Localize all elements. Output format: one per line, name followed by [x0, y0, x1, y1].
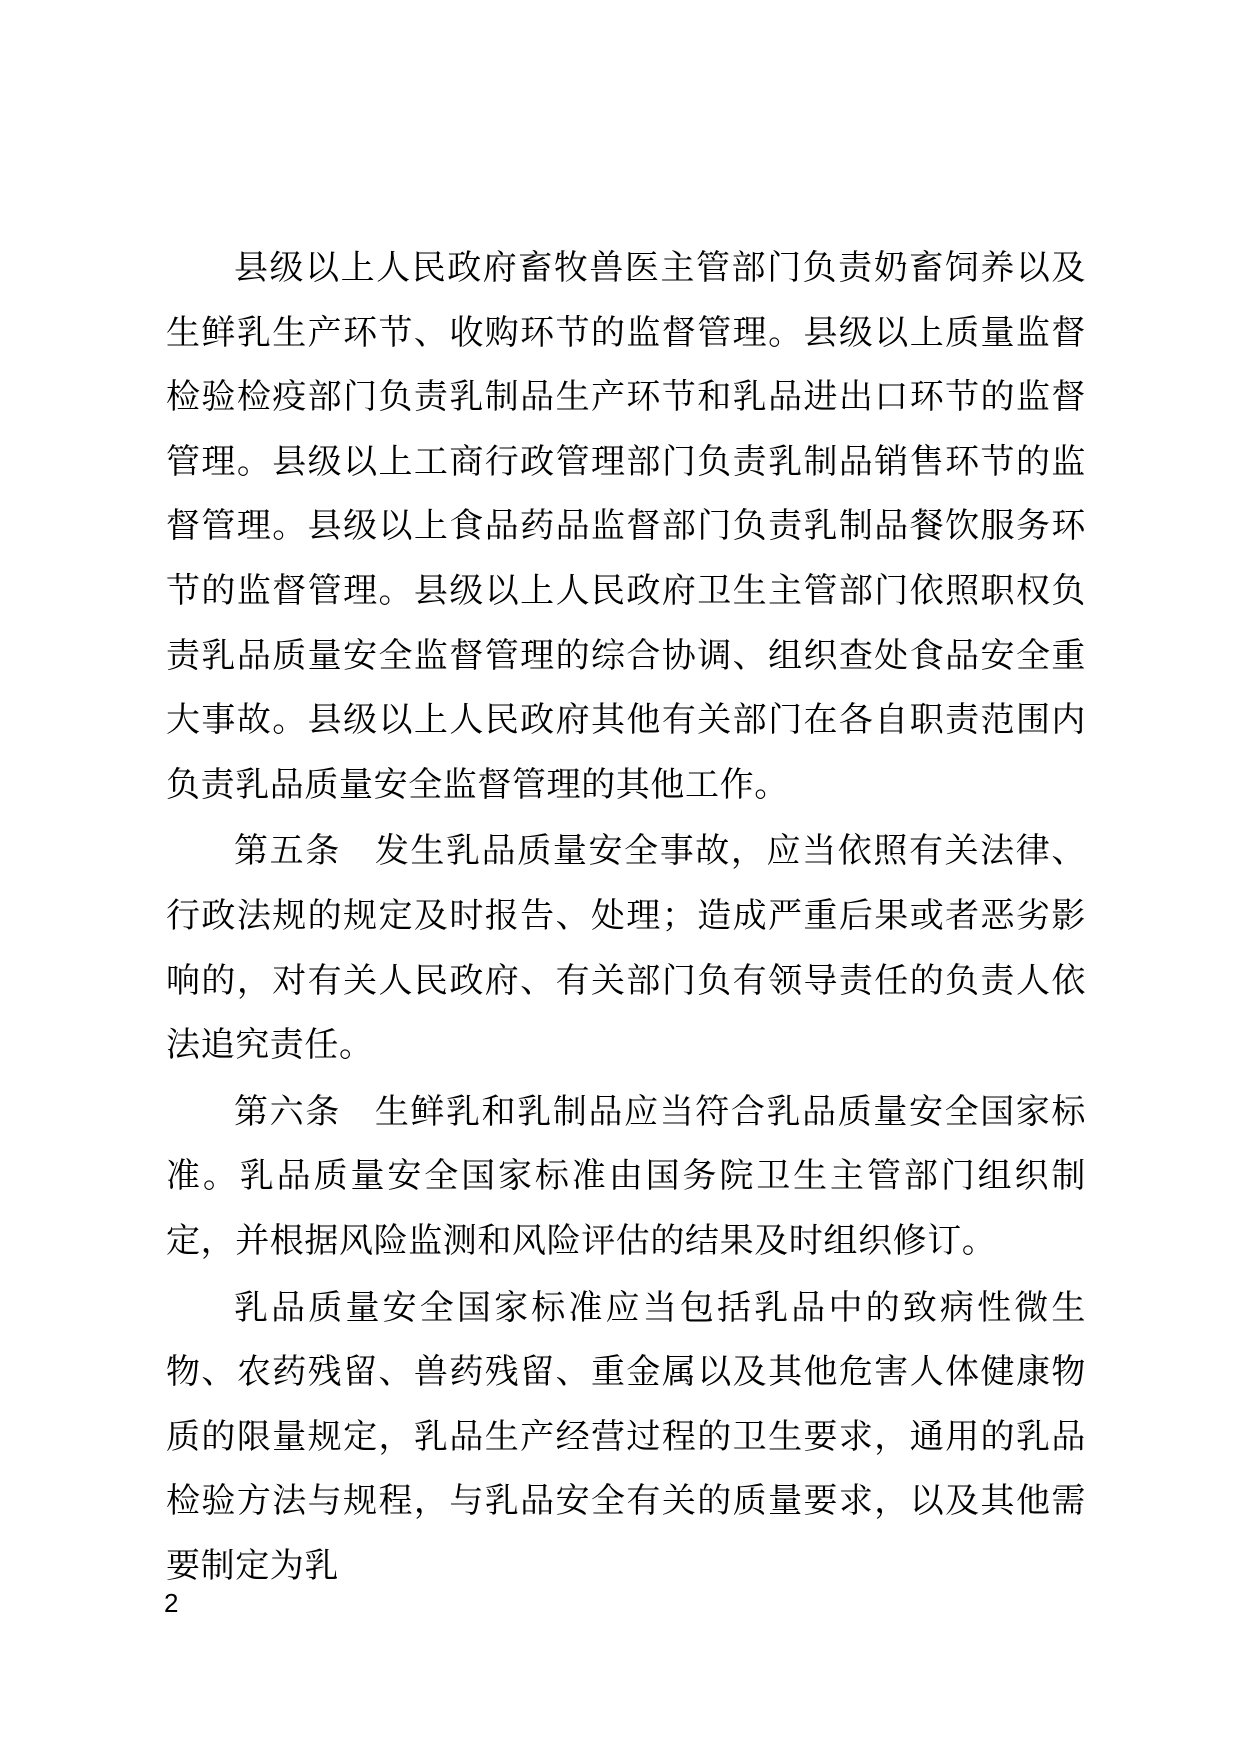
- paragraph-text: 县级以上人民政府畜牧兽医主管部门负责奶畜饲养以及生鲜乳生产环节、收购环节的监督管理。县级以上质量监督检验检疫部门负责乳制品生产环节和乳品进出口环节的监督管理。县级以上工商行政管理部门负责乳制品销售环节的监督管理。县级以上食品药品监督部门负责乳制品餐饮服务环节的监督管理。县级以上人民政府卫生主管部门依照职权负责乳品质量安全监督管理的综合协调、组织查处食品安全重大事故。县级以上人民政府其他有关部门在各自职责范围内负责乳品质量安全监督管理的其他工作。: [166, 248, 1086, 805]
- paragraph-standard-contents: [166, 1276, 1086, 1599]
- paragraph-article-6: [166, 1080, 1086, 1274]
- paragraph-supervision-duties: [166, 236, 1086, 817]
- body-text: [166, 236, 1086, 1600]
- paragraph-text: 乳品质量安全国家标准应当包括乳品中的致病性微生物、农药残留、兽药残留、重金属以及其他危害人体健康物质的限量规定，乳品生产经营过程的卫生要求，通用的乳品检验方法与规程，与乳品安全有关的质量要求，以及其他需要制定为乳: [166, 1287, 1086, 1586]
- paragraph-text: 生鲜乳和乳制品应当符合乳品质量安全国家标准。乳品质量安全国家标准由国务院卫生主管部门组织制定，并根据风险监测和风险评估的结果及时组织修订。: [166, 1091, 1086, 1261]
- article-number: 第五条: [234, 831, 341, 872]
- page-number: 2: [164, 1588, 179, 1618]
- paragraph-text: 发生乳品质量安全事故，应当依照有关法律、行政法规的规定及时报告、处理；造成严重后果或者恶劣影响的，对有关人民政府、有关部门负有领导责任的负责人依法追究责任。: [166, 831, 1086, 1066]
- article-number: 第六条: [234, 1091, 341, 1132]
- paragraph-article-5: [166, 819, 1086, 1077]
